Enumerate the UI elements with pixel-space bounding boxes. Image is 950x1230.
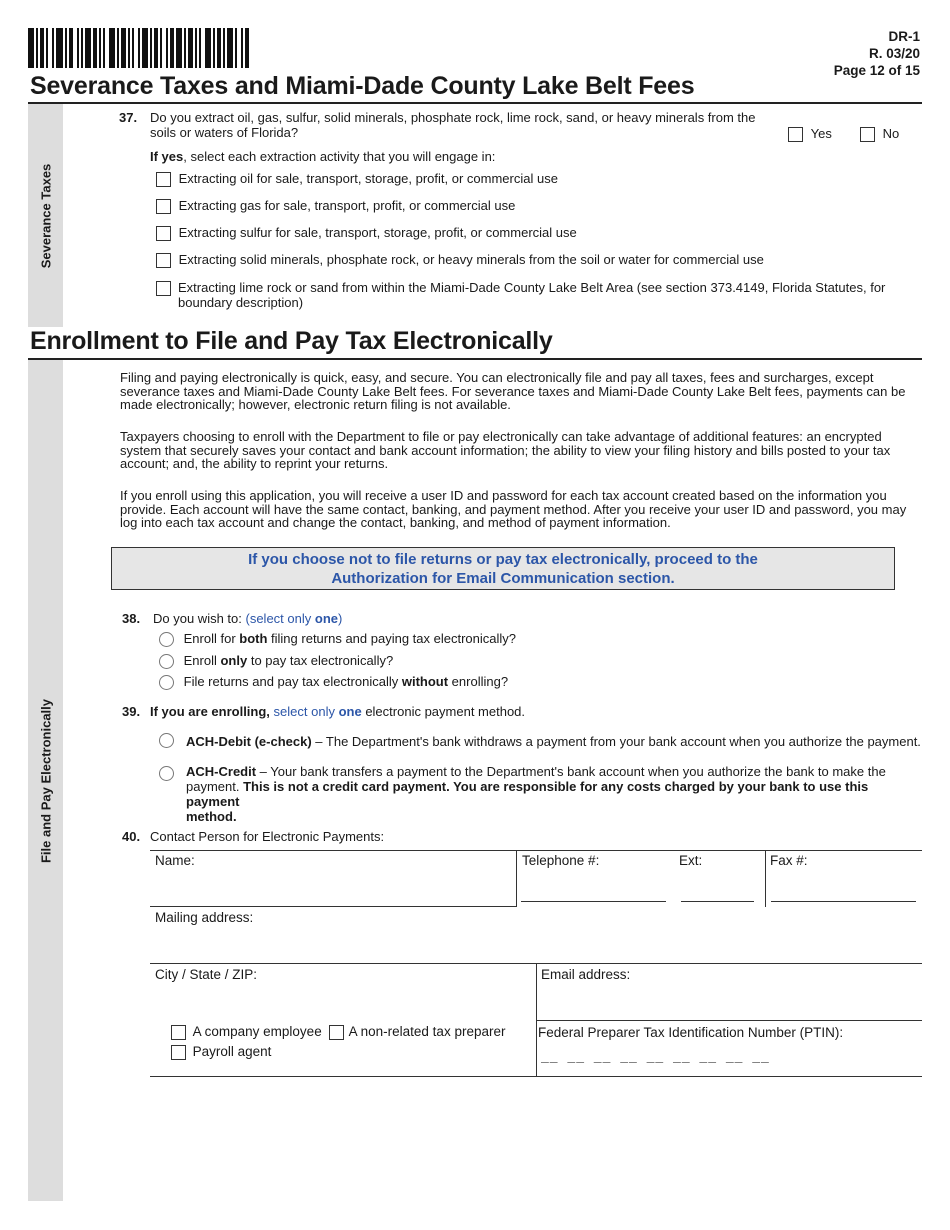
label-bold: only (220, 653, 248, 668)
intro-paragraph-2 (120, 430, 890, 471)
label-bold: both (239, 631, 268, 646)
ach-credit-plain: payment. (186, 779, 244, 794)
extraction-option-label: Extracting sulfur for sale, transport, storage, profit, or commercial use (178, 225, 577, 240)
role-preparer-checkbox[interactable] (329, 1025, 344, 1040)
extraction-minerals-checkbox[interactable] (156, 253, 171, 268)
q38-option-label (184, 653, 394, 668)
paragraph-line: Taxpayers choosing to enroll with the Department to file or pay electronically can take advantage of additional features: an encrypted (120, 429, 882, 444)
q38-option-pay-only[interactable] (159, 653, 393, 669)
paragraph-line: account; and, the ability to reprint your returns. (120, 456, 389, 471)
ach-credit-warning-end: method. (186, 809, 237, 824)
email-input[interactable] (538, 983, 921, 1018)
grid-line (150, 906, 517, 907)
label-bold: without (401, 674, 449, 689)
name-input[interactable] (151, 868, 515, 904)
role-payroll-label: Payroll agent (192, 1044, 272, 1059)
ach-credit-line1 (186, 764, 916, 779)
email-label: Email address: (541, 967, 631, 982)
ach-credit-warning: This is not a credit card payment. You are responsible for any costs charged by your bank to use this payment (186, 779, 869, 809)
enrollment-sidebar (28, 360, 63, 1201)
telephone-input[interactable] (521, 901, 666, 902)
role-company-checkbox[interactable] (171, 1025, 186, 1040)
ach-credit-option[interactable] (159, 765, 174, 781)
q39-question (150, 704, 525, 719)
q37-if-yes-instruction (150, 149, 495, 164)
ach-debit-radio[interactable] (159, 733, 174, 748)
extraction-option-label (178, 280, 885, 310)
q37-question-line2: soils or waters of Florida? (150, 125, 299, 140)
mailing-address-label: Mailing address: (155, 910, 254, 925)
fax-label: Fax #: (770, 853, 808, 868)
q39-lead: If you are enrolling, (150, 704, 270, 719)
role-company-option[interactable] (171, 1024, 322, 1040)
extraction-lime-rock-checkbox[interactable] (156, 281, 171, 296)
paragraph-line: If you enroll using this application, you will receive a user ID and password for each tax account created based on the information you (120, 488, 887, 503)
q38-both-radio[interactable] (159, 632, 174, 647)
ext-input[interactable] (681, 901, 754, 902)
hint-one: one (314, 611, 338, 626)
if-yes-text: , select each extraction activity that you will engage in: (183, 149, 496, 164)
ach-credit-description: – Your bank transfers a payment to the Department's bank account when you authorize the bank to make the (256, 764, 886, 779)
intro-paragraph-1 (120, 371, 905, 412)
ptin-label: Federal Preparer Tax Identification Number (PTIN): (538, 1025, 844, 1040)
form-number: DR-1 (888, 29, 920, 44)
intro-paragraph-3 (120, 489, 906, 530)
ach-credit-line2 (186, 779, 916, 809)
q39-hint: select only (269, 704, 339, 719)
q37-yes-option[interactable] (788, 126, 832, 142)
extraction-sulfur-checkbox[interactable] (156, 226, 171, 241)
hint-text: (select only (245, 611, 315, 626)
skip-notice-box (111, 547, 895, 590)
extraction-option-label: Extracting solid minerals, phosphate rock, or heavy minerals from the soil or water for commercial use (178, 252, 764, 267)
extraction-option[interactable] (156, 198, 515, 214)
q37-yes-label: Yes (810, 126, 832, 141)
severance-sidebar (28, 104, 63, 327)
telephone-label: Telephone #: (522, 853, 600, 868)
severance-section-title: Severance Taxes and Miami-Dade County Lake Belt Fees (30, 72, 695, 100)
extraction-option[interactable] (156, 171, 558, 187)
ach-debit-option[interactable] (159, 732, 174, 748)
q38-option-label (184, 631, 516, 646)
role-preparer-option[interactable] (329, 1024, 505, 1040)
extraction-option-label: Extracting oil for sale, transport, storage, profit, or commercial use (178, 171, 558, 186)
enrollment-sidebar-label: File and Pay Electronically (38, 698, 53, 863)
ptin-input[interactable]: __ __ __ __ __ __ __ __ __ (541, 1050, 770, 1065)
q38-option-without[interactable] (159, 674, 508, 690)
q39-number: 39. (122, 704, 141, 719)
extraction-oil-checkbox[interactable] (156, 172, 171, 187)
q37-no-checkbox[interactable] (860, 127, 875, 142)
ach-credit-line3 (186, 809, 916, 824)
ach-credit-title: ACH-Credit (186, 764, 257, 779)
q38-option-both[interactable] (159, 631, 516, 647)
paragraph-line: provide. Each account will have the same contact, banking, and payment method. After you receive your user ID and password, you may (120, 501, 907, 517)
role-payroll-checkbox[interactable] (171, 1045, 186, 1060)
ach-debit-label (186, 734, 921, 749)
ach-credit-label (186, 764, 916, 824)
q38-select-hint (246, 611, 343, 626)
role-company-label: A company employee (192, 1024, 322, 1039)
paragraph-line: Filing and paying electronically is quick, easy, and secure. You can electronically file and pay all taxes, fees and surcharges, except (120, 370, 874, 385)
severance-sidebar-label: Severance Taxes (38, 163, 53, 268)
q37-no-option[interactable] (860, 126, 899, 142)
extraction-gas-checkbox[interactable] (156, 199, 171, 214)
name-label: Name: (155, 853, 195, 868)
label-part: to pay tax electronically? (247, 653, 394, 668)
q37-question-line1: Do you extract oil, gas, sulfur, solid minerals, phosphate rock, lime rock, sand, or heavy minerals from the (150, 110, 756, 125)
label-part: Enroll (183, 653, 221, 668)
city-state-zip-label: City / State / ZIP: (155, 967, 258, 982)
extraction-option-label: Extracting gas for sale, transport, profit, or commercial use (178, 198, 516, 213)
q38-prompt: Do you wish to: (153, 611, 242, 626)
q37-no-label: No (882, 126, 900, 141)
section-divider (28, 102, 922, 104)
extraction-option[interactable] (156, 280, 171, 296)
barcode-bar (249, 28, 251, 68)
grid-line (536, 1020, 922, 1021)
q38-question (153, 611, 342, 626)
grid-line (765, 850, 766, 907)
ext-label: Ext: (679, 853, 703, 868)
extraction-option[interactable] (156, 252, 764, 268)
q37-question (150, 110, 755, 140)
paragraph-line: system that securely saves your contact and bank account information; the ability to view your filing history and bills posted to your tax (120, 442, 891, 458)
ach-debit-title: ACH-Debit (e-check) (186, 734, 312, 749)
if-yes-bold: If yes (150, 149, 184, 164)
grid-line (150, 1076, 922, 1077)
ach-credit-radio[interactable] (159, 766, 174, 781)
q39-hint-one: one (338, 704, 362, 719)
q37-number: 37. (119, 110, 138, 125)
label-part: filing returns and paying tax electronically? (267, 631, 517, 646)
grid-line (516, 850, 517, 907)
label-part: enrolling? (448, 674, 509, 689)
form-revision: R. 03/20 (868, 46, 920, 61)
q37-yes-checkbox[interactable] (788, 127, 803, 142)
section-divider (28, 358, 922, 360)
grid-line (150, 850, 922, 851)
role-payroll-option[interactable] (171, 1044, 271, 1060)
fax-input[interactable] (771, 901, 916, 902)
paragraph-line: made electronically; however, electronic return filing is not available. (120, 397, 511, 412)
mailing-address-input[interactable] (151, 926, 921, 961)
q38-option-label (184, 674, 508, 689)
extraction-lime-line2: boundary description) (178, 295, 304, 310)
paragraph-line: severance taxes and Miami-Dade County Lake Belt fees. For severance taxes and Miami-Dade County Lake Belt fees, payments can be (120, 383, 906, 399)
label-part: Enroll for (183, 631, 240, 646)
skip-notice-line1: If you choose not to file returns or pay tax electronically, proceed to the (248, 551, 758, 568)
label-part: File returns and pay tax electronically (183, 674, 402, 689)
paragraph-line: log into each tax account and change the contact, banking, and method of payment information. (120, 515, 671, 530)
q40-prompt: Contact Person for Electronic Payments: (150, 829, 385, 844)
extraction-lime-line1: Extracting lime rock or sand from within the Miami-Dade County Lake Belt Area (see section 373.4149, Florida Statutes, for (178, 280, 886, 295)
hint-close: ) (338, 611, 343, 626)
extraction-option[interactable] (156, 225, 577, 241)
page-number: Page 12 of 15 (833, 63, 920, 78)
city-state-zip-input[interactable] (151, 983, 534, 1018)
q38-number: 38. (122, 611, 141, 626)
barcode (28, 28, 252, 68)
role-preparer-label: A non-related tax preparer (348, 1024, 506, 1039)
skip-notice-line2: Authorization for Email Communication section. (331, 570, 675, 587)
q39-tail: electronic payment method. (361, 704, 526, 719)
q38-pay-only-radio[interactable] (159, 654, 174, 669)
form-identifier (834, 28, 920, 79)
q38-without-radio[interactable] (159, 675, 174, 690)
enrollment-section-title: Enrollment to File and Pay Tax Electronically (30, 327, 553, 355)
q40-number: 40. (122, 829, 141, 844)
ach-debit-description: – The Department's bank withdraws a payment from your bank account when you authorize the payment. (311, 734, 921, 749)
